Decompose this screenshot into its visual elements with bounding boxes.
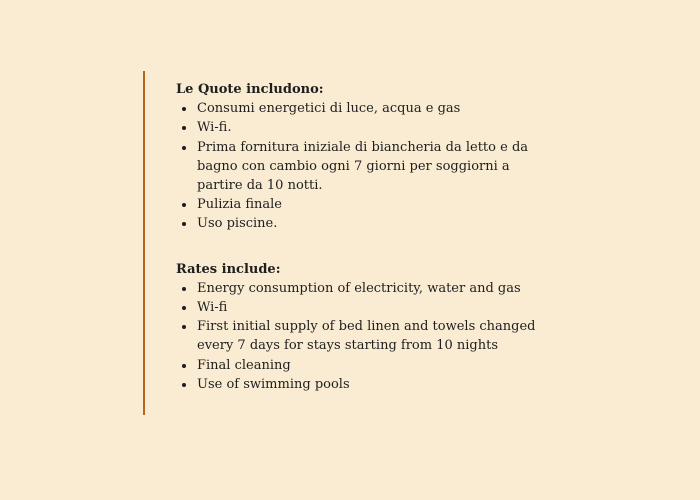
list-item: Prima fornitura iniziale di biancheria da letto e da bagno con cambio ogni 7 giorni per soggiorni a partire da 10 notti. <box>197 138 556 196</box>
section-italian <box>176 80 556 234</box>
list-item: Energy consumption of electricity, water and gas <box>197 279 556 298</box>
list-item: Uso piscine. <box>197 214 556 233</box>
list-item: First initial supply of bed linen and towels changed every 7 days for stays starting from 10 nights <box>197 317 556 355</box>
list-item: Pulizia finale <box>197 195 556 214</box>
included-list-italian <box>176 99 556 233</box>
list-item: Use of swimming pools <box>197 375 556 394</box>
included-list-english <box>176 279 556 394</box>
list-item: Wi-fi <box>197 298 556 317</box>
list-item: Consumi energetici di luce, acqua e gas <box>197 99 556 118</box>
list-item: Final cleaning <box>197 356 556 375</box>
accent-divider <box>143 71 145 415</box>
list-item: Wi-fi. <box>197 118 556 137</box>
section-title-english: Rates include: <box>176 261 281 277</box>
section-title-italian: Le Quote includono: <box>176 82 324 97</box>
section-english <box>176 260 556 394</box>
rates-content <box>176 80 556 394</box>
